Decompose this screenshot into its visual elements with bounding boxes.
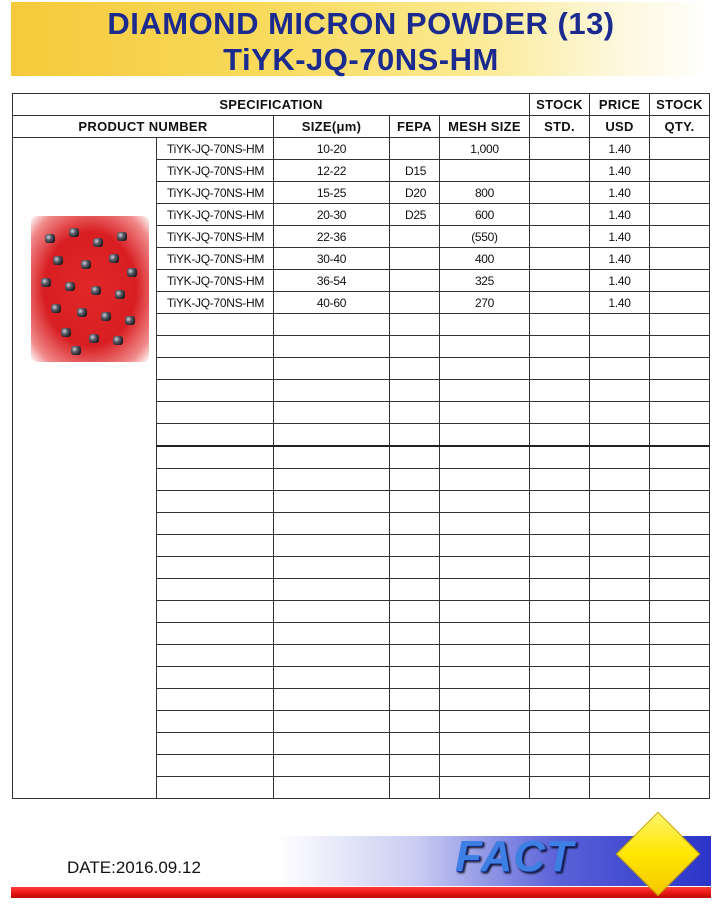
stock-std-cell <box>530 182 590 204</box>
mesh-size-cell <box>440 601 530 623</box>
fepa-cell <box>390 513 440 535</box>
product-number-cell <box>157 446 274 469</box>
fepa-cell <box>390 336 440 358</box>
fepa-cell <box>390 667 440 689</box>
price-cell <box>590 579 650 601</box>
stock-std-cell <box>530 358 590 380</box>
mesh-size-cell: 600 <box>440 204 530 226</box>
price-cell <box>590 336 650 358</box>
stock-std-cell <box>530 513 590 535</box>
size-cell: 22-36 <box>274 226 390 248</box>
price-cell: 1.40 <box>590 226 650 248</box>
fepa-cell <box>390 248 440 270</box>
mesh-size-cell <box>440 402 530 424</box>
mesh-size-header: MESH SIZE <box>440 116 530 138</box>
fepa-cell <box>390 446 440 469</box>
price-cell <box>590 645 650 667</box>
stock-qty-cell <box>650 292 710 314</box>
stock-std-cell <box>530 645 590 667</box>
mesh-size-cell <box>440 380 530 402</box>
diamond-grain <box>117 232 127 241</box>
diamond-grain <box>91 286 101 295</box>
fepa-cell <box>390 689 440 711</box>
stock-qty-cell <box>650 446 710 469</box>
mesh-size-cell <box>440 491 530 513</box>
stock-std-cell <box>530 292 590 314</box>
fepa-cell <box>390 557 440 579</box>
size-cell <box>274 733 390 755</box>
stock-qty-cell <box>650 733 710 755</box>
date-caption: DATE <box>67 858 112 877</box>
size-cell <box>274 358 390 380</box>
stock-qty-cell <box>650 424 710 447</box>
product-number-cell <box>157 358 274 380</box>
size-cell <box>274 336 390 358</box>
stock-qty-cell <box>650 270 710 292</box>
stock-std-cell <box>530 226 590 248</box>
specification-header: SPECIFICATION <box>13 94 530 116</box>
stock-qty-cell <box>650 248 710 270</box>
fepa-cell <box>390 645 440 667</box>
price-cell <box>590 380 650 402</box>
product-number-cell: TiYK-JQ-70NS-HM <box>157 204 274 226</box>
price-cell <box>590 777 650 799</box>
size-cell <box>274 535 390 557</box>
diamond-grain <box>65 282 75 291</box>
stock-std-cell <box>530 270 590 292</box>
diamond-grain <box>77 308 87 317</box>
mesh-size-cell <box>440 777 530 799</box>
diamond-grain <box>109 254 119 263</box>
fepa-cell <box>390 138 440 160</box>
fepa-cell <box>390 292 440 314</box>
product-number-cell <box>157 601 274 623</box>
size-cell <box>274 645 390 667</box>
fepa-cell: D20 <box>390 182 440 204</box>
product-number-cell: TiYK-JQ-70NS-HM <box>157 138 274 160</box>
product-number-cell <box>157 645 274 667</box>
diamond-grain <box>61 328 71 337</box>
size-cell: 36-54 <box>274 270 390 292</box>
price-cell <box>590 424 650 447</box>
fepa-cell: D25 <box>390 204 440 226</box>
product-number-cell <box>157 535 274 557</box>
price-cell <box>590 755 650 777</box>
fepa-cell <box>390 535 440 557</box>
mesh-size-cell: (550) <box>440 226 530 248</box>
price-cell: 1.40 <box>590 270 650 292</box>
product-number-cell: TiYK-JQ-70NS-HM <box>157 270 274 292</box>
fepa-cell <box>390 469 440 491</box>
mesh-size-cell: 325 <box>440 270 530 292</box>
mesh-size-cell <box>440 689 530 711</box>
price-header: PRICE <box>590 94 650 116</box>
mesh-size-cell <box>440 358 530 380</box>
price-cell <box>590 601 650 623</box>
product-number-cell <box>157 689 274 711</box>
product-number-cell: TiYK-JQ-70NS-HM <box>157 226 274 248</box>
price-cell <box>590 733 650 755</box>
mesh-size-cell <box>440 623 530 645</box>
mesh-size-cell: 270 <box>440 292 530 314</box>
fepa-cell <box>390 579 440 601</box>
price-cell: 1.40 <box>590 138 650 160</box>
stock-std-cell <box>530 248 590 270</box>
specification-table <box>12 93 710 799</box>
mesh-size-cell <box>440 645 530 667</box>
price-cell <box>590 358 650 380</box>
product-number-cell <box>157 711 274 733</box>
diamond-grain <box>127 268 137 277</box>
stock-qty-cell <box>650 469 710 491</box>
product-number-cell <box>157 380 274 402</box>
mesh-size-cell <box>440 469 530 491</box>
mesh-size-cell <box>440 513 530 535</box>
product-number-cell: TiYK-JQ-70NS-HM <box>157 160 274 182</box>
stock-qty-cell <box>650 138 710 160</box>
stock-std-cell <box>530 711 590 733</box>
mesh-size-cell <box>440 336 530 358</box>
date-value: 2016.09.12 <box>115 858 201 877</box>
mesh-size-cell: 400 <box>440 248 530 270</box>
product-image-cell <box>13 138 157 799</box>
price-cell <box>590 689 650 711</box>
diamond-grain <box>113 336 123 345</box>
diamond-grain <box>51 304 61 313</box>
fepa-cell <box>390 755 440 777</box>
size-cell <box>274 491 390 513</box>
qty-header: QTY. <box>650 116 710 138</box>
stock-qty-cell <box>650 623 710 645</box>
price-cell: 1.40 <box>590 292 650 314</box>
stock-qty-cell <box>650 557 710 579</box>
product-number-cell: TiYK-JQ-70NS-HM <box>157 248 274 270</box>
stock-qty-cell <box>650 755 710 777</box>
stock-std-cell <box>530 160 590 182</box>
fepa-cell <box>390 314 440 336</box>
std-header: STD. <box>530 116 590 138</box>
mesh-size-cell <box>440 314 530 336</box>
mesh-size-cell <box>440 424 530 447</box>
diamond-grain <box>115 290 125 299</box>
diamond-grain <box>89 334 99 343</box>
product-number-cell <box>157 557 274 579</box>
size-cell: 40-60 <box>274 292 390 314</box>
stock-std-cell <box>530 777 590 799</box>
stock-qty-cell <box>650 777 710 799</box>
stock-std-cell <box>530 336 590 358</box>
price-cell <box>590 314 650 336</box>
stock-std-cell <box>530 380 590 402</box>
price-cell <box>590 667 650 689</box>
size-cell <box>274 446 390 469</box>
stock-std-cell <box>530 469 590 491</box>
mesh-size-cell <box>440 446 530 469</box>
stock-std-cell <box>530 204 590 226</box>
product-number-cell <box>157 336 274 358</box>
stock-std-cell <box>530 755 590 777</box>
fepa-cell <box>390 270 440 292</box>
fepa-cell <box>390 380 440 402</box>
size-cell <box>274 314 390 336</box>
diamond-grain <box>53 256 63 265</box>
footer-red-stripe <box>11 887 711 898</box>
stock-qty-cell <box>650 491 710 513</box>
stock-qty-header: STOCK <box>650 94 710 116</box>
diamond-grain <box>69 228 79 237</box>
stock-qty-cell <box>650 689 710 711</box>
fepa-cell <box>390 777 440 799</box>
price-cell <box>590 402 650 424</box>
size-cell <box>274 402 390 424</box>
size-cell <box>274 513 390 535</box>
stock-qty-cell <box>650 182 710 204</box>
table-body <box>13 138 710 799</box>
price-cell <box>590 513 650 535</box>
fepa-cell <box>390 733 440 755</box>
mesh-size-cell <box>440 755 530 777</box>
fepa-cell <box>390 491 440 513</box>
product-number-cell <box>157 579 274 601</box>
stock-qty-cell <box>650 160 710 182</box>
price-cell: 1.40 <box>590 160 650 182</box>
product-number-cell <box>157 667 274 689</box>
stock-std-cell <box>530 623 590 645</box>
size-cell: 10-20 <box>274 138 390 160</box>
date-label <box>67 858 201 878</box>
size-cell <box>274 557 390 579</box>
stock-qty-cell <box>650 226 710 248</box>
diamond-grain <box>93 238 103 247</box>
product-number-header: PRODUCT NUMBER <box>13 116 274 138</box>
product-number-cell <box>157 424 274 447</box>
price-cell <box>590 469 650 491</box>
price-cell: 1.40 <box>590 204 650 226</box>
price-cell <box>590 557 650 579</box>
product-number-cell <box>157 402 274 424</box>
size-header: SIZE(μm) <box>274 116 390 138</box>
size-cell <box>274 755 390 777</box>
date-separator: : <box>111 858 116 877</box>
product-number-cell <box>157 733 274 755</box>
mesh-size-cell: 1,000 <box>440 138 530 160</box>
stock-qty-cell <box>650 667 710 689</box>
fact-logo: FACT <box>455 832 574 881</box>
stock-qty-cell <box>650 535 710 557</box>
size-cell: 12-22 <box>274 160 390 182</box>
fepa-cell <box>390 424 440 447</box>
stock-qty-cell <box>650 204 710 226</box>
fepa-cell <box>390 226 440 248</box>
stock-std-cell <box>530 601 590 623</box>
stock-std-cell <box>530 667 590 689</box>
stock-std-cell <box>530 579 590 601</box>
price-cell: 1.40 <box>590 182 650 204</box>
stock-std-cell <box>530 314 590 336</box>
size-cell <box>274 667 390 689</box>
fepa-cell <box>390 601 440 623</box>
product-number-cell <box>157 314 274 336</box>
size-cell <box>274 380 390 402</box>
size-cell: 15-25 <box>274 182 390 204</box>
diamond-grain <box>45 234 55 243</box>
stock-std-cell <box>530 424 590 447</box>
price-cell <box>590 446 650 469</box>
mesh-size-cell <box>440 160 530 182</box>
stock-header: STOCK <box>530 94 590 116</box>
product-number-cell <box>157 469 274 491</box>
stock-std-cell <box>530 491 590 513</box>
diamond-grain <box>41 278 51 287</box>
page-title: DIAMOND MICRON POWDER (13) <box>107 6 615 41</box>
size-cell <box>274 601 390 623</box>
stock-std-cell <box>530 138 590 160</box>
mesh-size-cell: 800 <box>440 182 530 204</box>
fepa-cell <box>390 358 440 380</box>
product-number-cell <box>157 491 274 513</box>
stock-std-cell <box>530 689 590 711</box>
stock-qty-cell <box>650 402 710 424</box>
fepa-header: FEPA <box>390 116 440 138</box>
fepa-cell <box>390 711 440 733</box>
fepa-cell <box>390 623 440 645</box>
product-number-cell <box>157 513 274 535</box>
diamond-grain <box>101 312 111 321</box>
stock-qty-cell <box>650 579 710 601</box>
stock-qty-cell <box>650 645 710 667</box>
fepa-cell: D15 <box>390 160 440 182</box>
diamond-grain <box>81 260 91 269</box>
price-cell <box>590 711 650 733</box>
product-number-cell <box>157 623 274 645</box>
price-cell <box>590 491 650 513</box>
size-cell <box>274 711 390 733</box>
size-cell <box>274 777 390 799</box>
price-cell: 1.40 <box>590 248 650 270</box>
mesh-size-cell <box>440 711 530 733</box>
price-cell <box>590 623 650 645</box>
mesh-size-cell <box>440 535 530 557</box>
mesh-size-cell <box>440 557 530 579</box>
stock-qty-cell <box>650 601 710 623</box>
stock-std-cell <box>530 446 590 469</box>
usd-header: USD <box>590 116 650 138</box>
diamond-grain <box>125 316 135 325</box>
product-number-cell <box>157 777 274 799</box>
size-cell <box>274 579 390 601</box>
price-cell <box>590 535 650 557</box>
table-row <box>13 138 710 160</box>
mesh-size-cell <box>440 733 530 755</box>
size-cell <box>274 424 390 447</box>
stock-std-cell <box>530 557 590 579</box>
product-number-cell: TiYK-JQ-70NS-HM <box>157 292 274 314</box>
stock-std-cell <box>530 535 590 557</box>
stock-qty-cell <box>650 513 710 535</box>
stock-qty-cell <box>650 711 710 733</box>
diamond-powder-image <box>31 216 149 362</box>
fepa-cell <box>390 402 440 424</box>
mesh-size-cell <box>440 579 530 601</box>
stock-qty-cell <box>650 314 710 336</box>
stock-qty-cell <box>650 380 710 402</box>
size-cell <box>274 689 390 711</box>
size-cell <box>274 623 390 645</box>
title-banner <box>11 2 711 76</box>
stock-std-cell <box>530 733 590 755</box>
product-number-cell <box>157 755 274 777</box>
size-cell: 20-30 <box>274 204 390 226</box>
mesh-size-cell <box>440 667 530 689</box>
stock-qty-cell <box>650 358 710 380</box>
diamond-grain <box>71 346 81 355</box>
size-cell <box>274 469 390 491</box>
product-number-cell: TiYK-JQ-70NS-HM <box>157 182 274 204</box>
size-cell: 30-40 <box>274 248 390 270</box>
stock-std-cell <box>530 402 590 424</box>
stock-qty-cell <box>650 336 710 358</box>
page-subtitle: TiYK-JQ-70NS-HM <box>223 42 499 77</box>
